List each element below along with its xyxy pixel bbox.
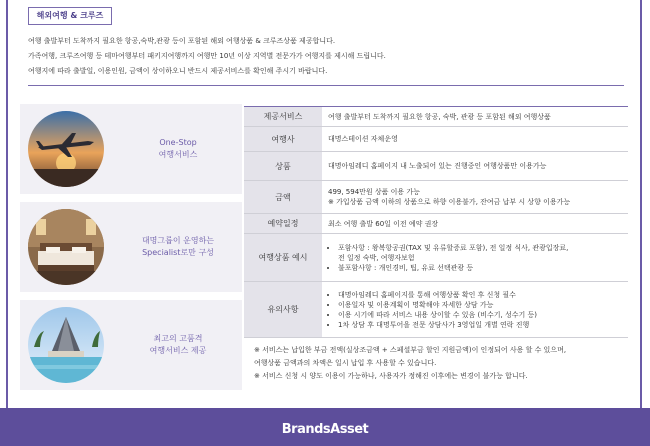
feature-card-premium (20, 300, 242, 390)
feature-caption-line: 대명그룹이 운영하는 (141, 236, 215, 245)
table-row (244, 282, 628, 338)
intro-line: 여행 출발부터 도착까지 필요한 항공,숙박,관광 등이 포함된 해외 여행상품 & 크루즈상품 제공합니다. (28, 37, 336, 45)
row-label: 제공서비스 (244, 107, 322, 127)
row-label: 여행상품 예시 (244, 234, 322, 282)
list-item: • 이용일자 및 이용계획이 명확해야 자세한 상담 가능 (338, 300, 628, 310)
table-row (244, 181, 628, 214)
section-divider (28, 85, 624, 86)
example-list (328, 243, 628, 273)
list-item (338, 243, 628, 263)
row-label: 여행사 (244, 127, 322, 152)
row-value (322, 282, 628, 338)
category-tag: 해외여행 & 크루즈 (28, 7, 112, 25)
row-value: 대명스테이션 자체운영 (322, 127, 628, 152)
row-value: 대명아임레디 홈페이지 내 노출되어 있는 진행중인 여행상품만 이용가능 (322, 152, 628, 181)
tropical-resort-image (28, 307, 104, 383)
service-info-table (244, 106, 628, 338)
row-label: 유의사항 (244, 282, 322, 338)
list-item: • 이용 시기에 따라 서비스 내용 상이할 수 있음 (비수기, 성수기 등) (338, 310, 628, 320)
list-item: • 불포함사항 : 개인경비, 팁, 유료 선택관광 등 (338, 263, 628, 273)
row-value: 여행 출발부터 도착까지 필요한 항공, 숙박, 관광 등 포함된 해외 여행상품 (322, 107, 628, 127)
feature-caption-line: Specialist로만 구성 (142, 248, 214, 257)
intro-line: 여행지에 따라 출발일, 이용인원, 금액이 상이하오니 반드시 제공서비스를 확인해 주시기 바랍니다. (28, 67, 328, 75)
price-line: 499, 594만원 상품 이용 가능 (328, 188, 420, 196)
row-value: 최소 여행 출발 60일 이전 예약 권장 (322, 214, 628, 234)
row-label: 금액 (244, 181, 322, 214)
list-item: • 1차 상담 후 대명투어을 전문 상담사가 3영업일 개별 연락 진행 (338, 320, 628, 330)
note-line: 여행상품 금액과의 차액은 일시 납입 후 사용할 수 있습니다. (254, 359, 437, 367)
brand-logo: BrandsAsset (281, 422, 369, 437)
hotel-room-image (28, 209, 104, 285)
footer-bar (0, 408, 650, 446)
airplane-sunset-image (28, 111, 104, 187)
intro-text (28, 34, 386, 79)
row-label: 예약일정 (244, 214, 322, 234)
feature-caption (118, 104, 238, 194)
list-item-text: 전 일정 숙박, 여행자보험 (338, 253, 415, 262)
row-label: 상품 (244, 152, 322, 181)
row-value (322, 181, 628, 214)
feature-caption-line: One-Stop (159, 138, 197, 147)
note-line: ※ 서비스 신청 시 양도 이용이 가능하나, 사용자가 정해진 이후에는 변경이 불가능 합니다. (254, 372, 528, 380)
table-row (244, 152, 628, 181)
feature-caption-line: 여행서비스 제공 (149, 346, 207, 355)
feature-card-onestop (20, 104, 242, 194)
table-row (244, 107, 628, 127)
feature-caption (118, 300, 238, 390)
feature-cards (20, 104, 242, 398)
service-notes (254, 344, 566, 383)
feature-card-specialist (20, 202, 242, 292)
intro-line: 가족여행, 크루즈여행 등 테마여행부터 패키지여행까지 여행만 10년 이상 지역별 전문가가 여행지를 제시해 드립니다. (28, 52, 386, 60)
table-row (244, 234, 628, 282)
row-value (322, 234, 628, 282)
list-item: • 대명아임레디 홈페이지를 통해 여행상품 확인 후 신청 필수 (338, 290, 628, 300)
feature-caption (118, 202, 238, 292)
table-row (244, 127, 628, 152)
feature-caption-line: 최고의 고품격 (153, 334, 203, 343)
notice-list (328, 290, 628, 330)
price-note: ※ 가입상품 금액 이하의 상품으로 하향 이용불가, 잔여금 납부 시 상향 이용가능 (328, 198, 571, 206)
feature-caption-line: 여행서비스 (158, 150, 198, 159)
list-item-text: 포함사항 : 왕복항공권(TAX 및 유류할증료 포함), 전 일정 식사, 관광입장료, (338, 243, 569, 252)
table-row (244, 214, 628, 234)
note-line: ※ 서비스는 납입한 부금 전액(실상조금액 + 스페셜부금 할인 지원금액)이 인정되어 사용 할 수 있으며, (254, 346, 567, 354)
